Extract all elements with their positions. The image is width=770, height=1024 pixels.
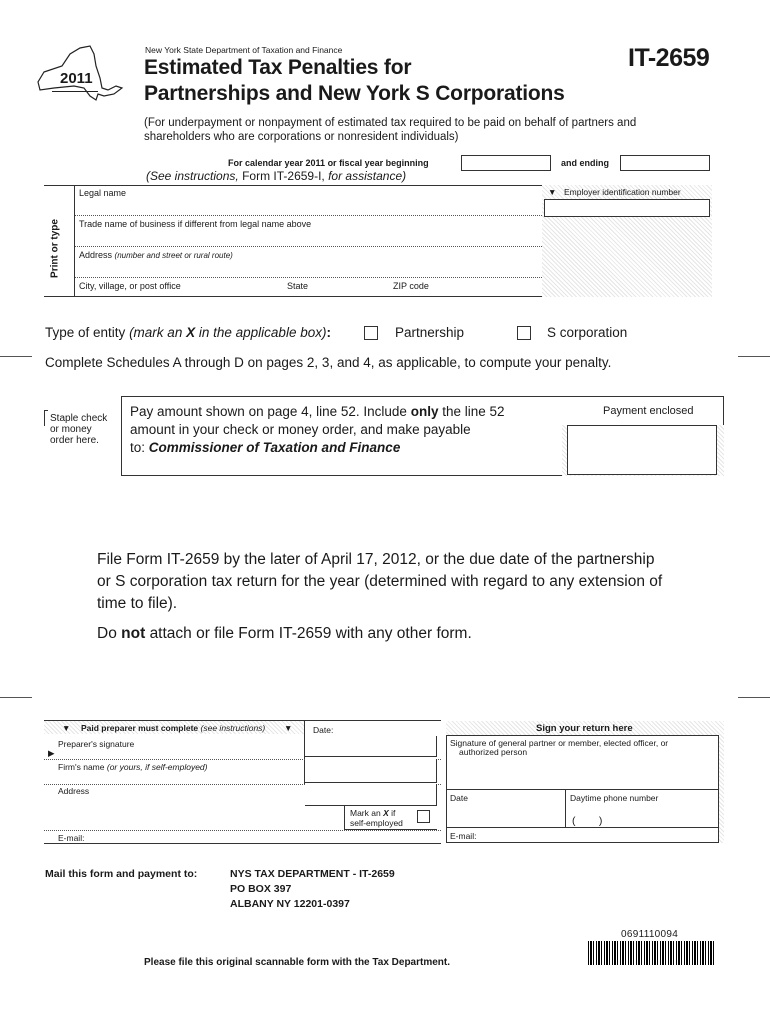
payment-enclosed-field[interactable] [567,425,717,475]
entity-prefix: Type of entity [45,325,126,340]
do-not-emphasis: not [121,625,146,642]
payment-line1-post: the line 52 [442,404,505,419]
ptin-field[interactable] [305,759,437,783]
entity-hint-open: (mark an [129,325,183,340]
entity-type-label [45,325,331,340]
self-employed-x: X [383,808,389,818]
sign-date-label: Date [450,793,468,803]
see-instructions-tail: for assistance) [328,169,407,183]
preparer-ein-field[interactable] [305,784,437,806]
nytprin-field[interactable] [305,736,437,757]
legal-name-label: Legal name [79,188,127,198]
filing-line1: File Form IT-2659 by the later of April 17, 2012, or the due date of the partnership [97,551,655,568]
subtitle-line2: shareholders who are corporations or nonresident individuals) [144,131,459,143]
address-label-text: Address [79,250,113,260]
preparer-email-label: E-mail: [58,833,85,843]
address-field[interactable] [75,262,542,276]
sign-email-label: E-mail: [450,831,477,841]
form-title-line2: Partnerships and New York S Corporations [144,82,565,105]
payment-line2: amount in your check or money order, and make payable [130,422,471,437]
filing-line3: time to file). [97,595,178,612]
subtitle-line1: (For underpayment or nonpayment of estimated tax required to be paid on behalf of partners and [144,117,637,129]
ein-field[interactable] [544,199,710,217]
row-separator-2 [75,246,542,247]
form-title-line1: Estimated Tax Penalties for [144,56,412,79]
s-corporation-checkbox[interactable] [517,326,531,340]
staple-line3: order here. [50,435,99,446]
see-instructions-note [146,169,406,183]
state-label: State [287,281,309,291]
schedules-instruction: Complete Schedules A through D on pages 2, 3, and 4, as applicable, to compute your penalty. [45,355,612,370]
filing-line2: or S corporation tax return for the year (determined with regard to any extension of [97,573,663,590]
fiscal-ending-field[interactable] [620,155,710,171]
footer-note: Please file this original scannable form with the Tax Department. [144,957,451,968]
left-cut-mark-1 [0,356,32,357]
sign-phone-label: Daytime phone number [570,793,659,803]
preparer-email-field[interactable] [90,832,435,843]
preparer-signature-field[interactable] [60,749,302,759]
address-hint: (number and street or rural route) [114,251,233,260]
firm-name-text: Firm's name [58,762,105,772]
see-instructions-text: (See instructions, [146,169,239,183]
form-number: IT-2659 [628,44,710,72]
firm-name-hint: (or yours, if self-employed) [106,762,208,772]
sign-email-field[interactable] [446,828,719,843]
form-year: 2011 [60,70,93,87]
payment-line1 [130,404,505,419]
entity-hint-close: in the applicable box) [198,325,327,340]
ein-arrow-icon: ▼ [548,187,557,197]
mail-address-line2: PO BOX 397 [230,883,292,895]
preparer-header-text: Paid preparer must complete [81,723,199,733]
mail-to-label: Mail this form and payment to: [45,868,198,880]
zip-label: ZIP code [393,281,429,291]
self-employed-checkbox[interactable] [417,810,430,823]
do-not-post: attach or file Form IT-2659 with any other form. [149,625,472,642]
barcode [588,941,714,965]
payment-enclosed-label: Payment enclosed [603,405,694,417]
do-not-pre: Do [97,625,117,642]
calendar-year-label: For calendar year 2011 or fiscal year beginning [228,158,429,168]
legal-name-field[interactable] [75,200,542,214]
firm-name-label [58,762,208,772]
partnership-label: Partnership [395,325,465,340]
right-cut-mark-1 [738,356,770,357]
staple-line2: or money [50,424,92,435]
address-label [79,250,233,260]
preparer-address-label: Address [58,786,90,796]
preparer-date-label: Date: [313,725,334,735]
trade-name-field[interactable] [75,231,542,245]
mail-address-line1: NYS TAX DEPARTMENT - IT-2659 [230,868,395,880]
see-instructions-form: Form IT-2659-I, [242,169,325,183]
city-label: City, village, or post office [79,281,181,291]
preparer-signature-arrow-icon: ▶ [48,748,55,758]
sign-signature-line1: Signature of general partner or member, elected officer, or [450,738,669,748]
mail-address-line3: ALBANY NY 12201-0397 [230,898,350,910]
partnership-checkbox[interactable] [364,326,378,340]
entity-hint-x: X [186,325,196,340]
s-corporation-label: S corporation [547,325,628,340]
ending-label: and ending [561,158,609,168]
row-separator-3 [75,277,542,278]
self-employed-line1 [350,808,395,818]
self-employed-post: if [391,808,396,818]
left-cut-mark-2 [0,697,32,698]
row-separator-1 [75,215,542,216]
preparer-header-hint: (see instructions) [200,723,266,733]
department-name: New York State Department of Taxation and Finance [145,45,343,55]
preparer-arrow-left-icon: ▼ [62,723,71,733]
barcode-number: 0691110094 [621,929,679,940]
payment-line3 [130,440,400,455]
right-cut-mark-2 [738,697,770,698]
payment-line3-pre: to: [130,440,146,455]
sign-header: Sign your return here [536,723,633,734]
entity-colon: : [326,325,331,340]
payment-payee: Commissioner of Taxation and Finance [148,440,401,455]
ein-label: Employer identification number [564,187,681,197]
fiscal-beginning-field[interactable] [461,155,551,171]
preparer-address-field[interactable] [58,797,298,809]
self-employed-line2: self-employed [350,818,403,828]
staple-line1: Staple check [50,413,108,424]
payment-line1-pre: Pay amount shown on page 4, line 52. Include [130,404,407,419]
sign-phone-parens: ( ) [572,815,603,827]
preparer-header [81,723,265,733]
staple-bracket [44,410,48,426]
payment-line1-only: only [410,404,439,419]
preparer-row-sep-3 [44,830,441,831]
do-not-attach [97,625,472,643]
preparer-signature-label: Preparer's signature [58,739,135,749]
trade-name-label: Trade name of business if different from legal name above [79,219,312,229]
self-employed-pre: Mark an [350,808,381,818]
sign-signature-line2: authorized person [459,747,528,757]
print-or-type-label: Print or type [49,219,61,278]
preparer-arrow-right-icon: ▼ [284,723,293,733]
